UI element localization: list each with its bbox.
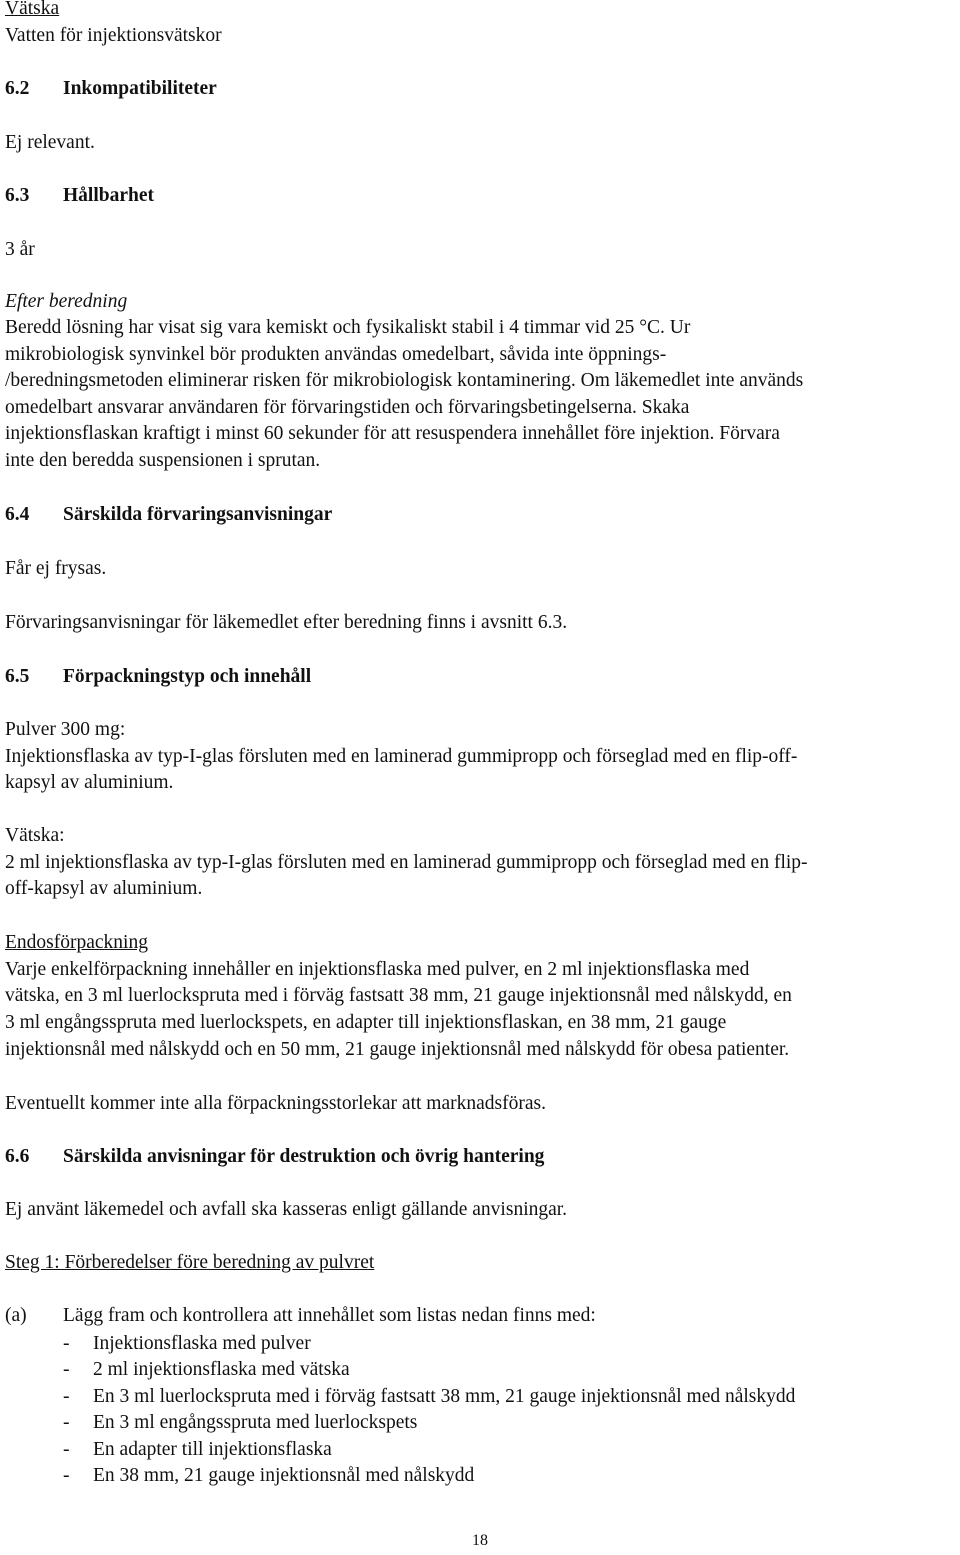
liquid-text-line: off-kapsyl av aluminium. [5, 878, 203, 899]
paragraph-line: omedelbart ansvarar användaren för förvaringstiden och förvaringsbetingelserna. Skaka [5, 397, 690, 418]
bullet-marker: - [63, 1359, 70, 1380]
storage-reference-text: Förvaringsanvisningar för läkemedlet efter beredning finns i avsnitt 6.3. [5, 612, 568, 633]
section-number: 6.3 [5, 185, 30, 206]
endo-text-line: vätska, en 3 ml luerlockspruta med i förväg fastsatt 38 mm, 21 gauge injektionsnål med nålskydd, en [5, 985, 792, 1006]
section-title: Särskilda förvaringsanvisningar [63, 504, 333, 525]
powder-label: Pulver 300 mg: [5, 719, 126, 740]
liquid-label: Vätska: [5, 825, 65, 846]
vatska-label: Vätska [5, 0, 60, 19]
bullet-marker: - [63, 1333, 70, 1354]
marketing-note: Eventuellt kommer inte alla förpackningsstorlekar att marknadsföras. [5, 1093, 546, 1114]
paragraph-line: injektionsflaskan kraftigt i minst 60 sekunder för att resuspendera innehållet före injektion. Förvara [5, 423, 780, 444]
powder-text-line: kapsyl av aluminium. [5, 772, 174, 793]
section-title: Förpackningstyp och innehåll [63, 666, 312, 687]
powder-text-line: Injektionsflaska av typ-I-glas försluten med en laminerad gummipropp och förseglad med en flip-off- [5, 746, 798, 767]
bullet-text: En adapter till injektionsflaska [93, 1439, 332, 1460]
section-6-4-heading [5, 502, 332, 529]
paragraph-line: inte den beredda suspensionen i sprutan. [5, 450, 321, 471]
bullet-text: 2 ml injektionsflaska med vätska [93, 1359, 350, 1380]
section-6-3-heading [5, 183, 154, 210]
paragraph-line: mikrobiologisk synvinkel bör produkten användas omedelbart, såvida inte öppnings- [5, 344, 667, 365]
step-1-heading: Steg 1: Förberedelser före beredning av pulvret [5, 1252, 375, 1273]
bullet-text: En 3 ml engångsspruta med luerlockspets [93, 1412, 418, 1433]
bullet-marker: - [63, 1386, 70, 1407]
bullet-text: Injektionsflaska med pulver [93, 1333, 311, 1354]
endo-text-line: injektionsnål med nålskydd och en 50 mm, 21 gauge injektionsnål med nålskydd för obesa patienter. [5, 1039, 790, 1060]
section-6-6-heading [5, 1144, 544, 1171]
section-number: 6.2 [5, 78, 30, 99]
section-number: 6.4 [5, 504, 30, 525]
vatska-value: Vatten för injektionsvätskor [5, 25, 222, 46]
storage-text: Får ej frysas. [5, 558, 107, 579]
bullet-marker: - [63, 1412, 70, 1433]
disposal-text: Ej använt läkemedel och avfall ska kasseras enligt gällande anvisningar. [5, 1199, 568, 1220]
section-title: Inkompatibiliteter [63, 78, 217, 99]
shelf-life-text: 3 år [5, 239, 35, 260]
paragraph-line: /beredningsmetoden eliminerar risken för mikrobiologisk kontaminering. Om läkemedlet inte används [5, 370, 804, 391]
item-text: Lägg fram och kontrollera att innehållet som listas nedan finns med: [63, 1305, 596, 1326]
section-number: 6.6 [5, 1146, 30, 1167]
endo-text-line: 3 ml engångsspruta med luerlockspets, en adapter till injektionsflaskan, en 38 mm, 21 gauge [5, 1012, 727, 1033]
section-title: Hållbarhet [63, 185, 154, 206]
endo-package-heading: Endosförpackning [5, 932, 148, 953]
paragraph-line: Beredd lösning har visat sig vara kemiskt och fysikaliskt stabil i 4 timmar vid 25 °C. Ur [5, 317, 691, 338]
page-number: 18 [472, 1532, 488, 1549]
item-label: (a) [5, 1305, 27, 1326]
bullet-text: En 38 mm, 21 gauge injektionsnål med nålskydd [93, 1465, 475, 1486]
section-title: Särskilda anvisningar för destruktion och övrig hantering [63, 1146, 545, 1167]
after-reconstitution-subheading: Efter beredning [5, 291, 128, 312]
bullet-text: En 3 ml luerlockspruta med i förväg fastsatt 38 mm, 21 gauge injektionsnål med nålskydd [93, 1386, 796, 1407]
section-number: 6.5 [5, 666, 30, 687]
section-6-2-heading [5, 76, 217, 103]
bullet-marker: - [63, 1439, 70, 1460]
endo-text-line: Varje enkelförpackning innehåller en injektionsflaska med pulver, en 2 ml injektionsflaska med [5, 959, 750, 980]
bullet-marker: - [63, 1465, 70, 1486]
liquid-text-line: 2 ml injektionsflaska av typ-I-glas försluten med en laminerad gummipropp och förseglad med en flip- [5, 852, 808, 873]
section-6-2-text: Ej relevant. [5, 132, 95, 153]
section-6-5-heading [5, 664, 311, 691]
